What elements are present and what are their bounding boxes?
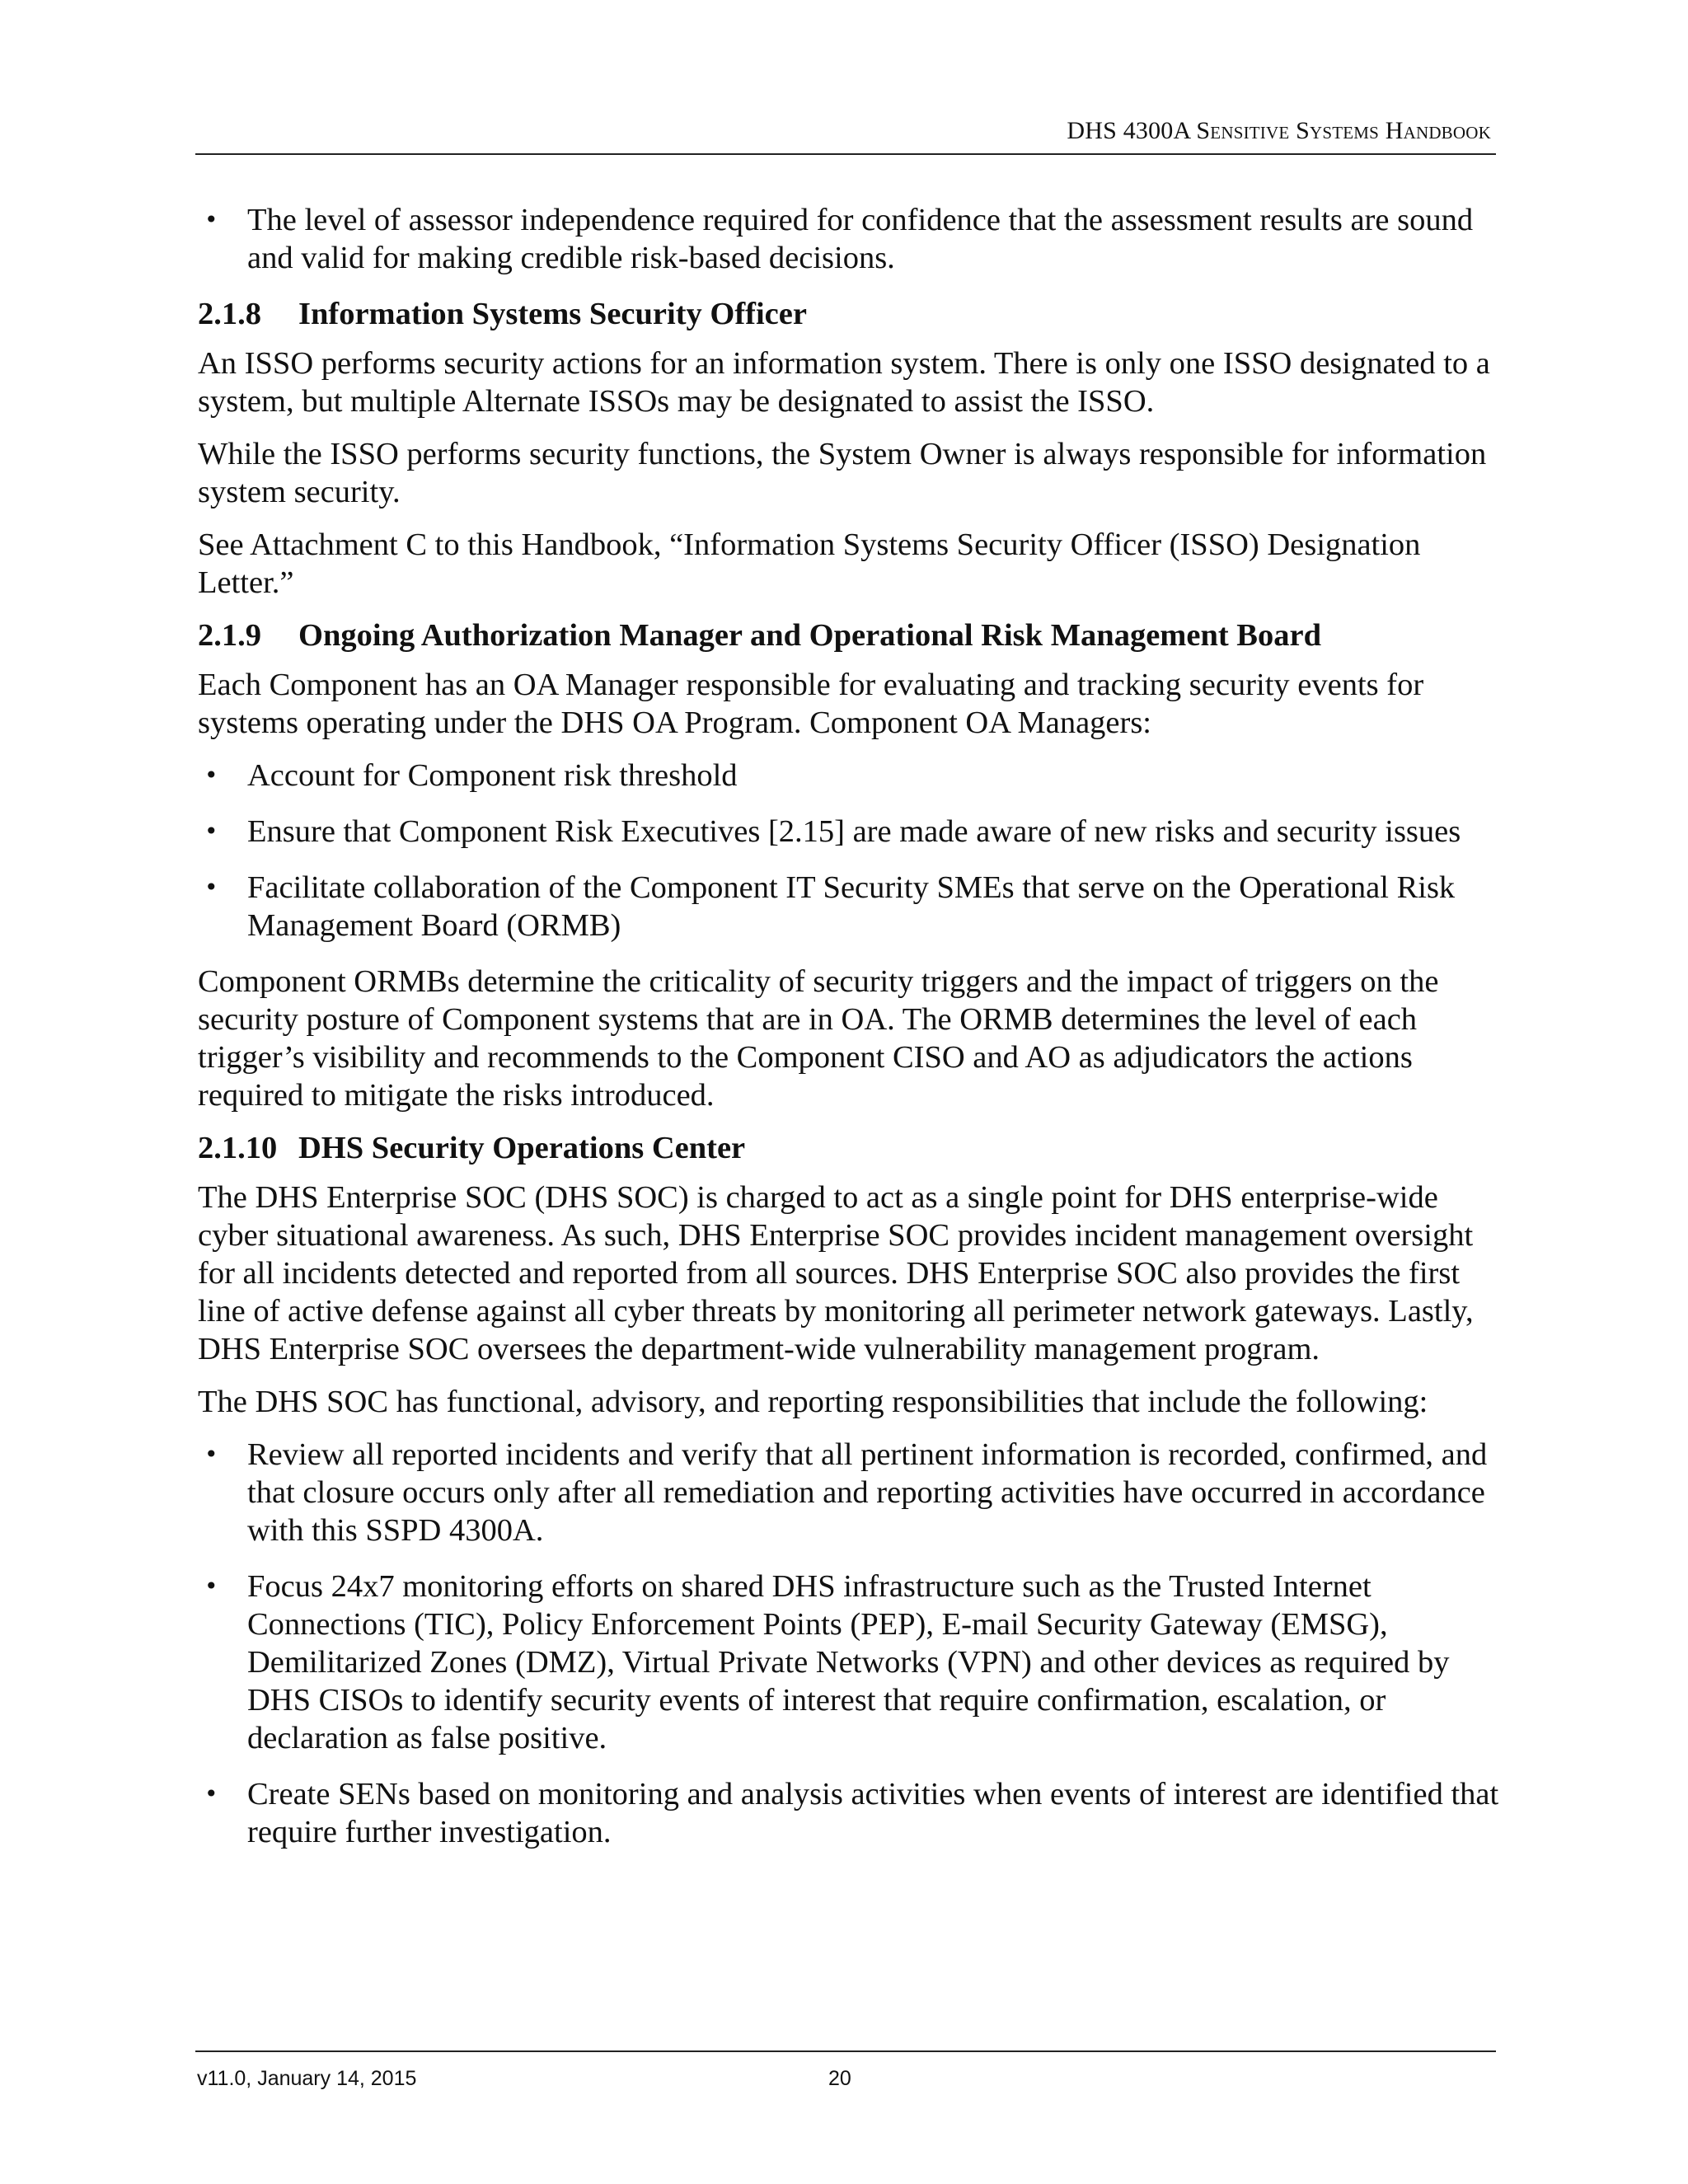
oa-manager-bullet-list bbox=[198, 757, 1500, 944]
section-title: DHS Security Operations Center bbox=[298, 1131, 746, 1165]
footer-version: v11.0, January 14, 2015 bbox=[197, 2067, 417, 2090]
list-item-text: Facilitate collaboration of the Component IT Security SMEs that serve on the Operational Risk Management Board (ORMB) bbox=[247, 870, 1456, 943]
section-heading-2-1-9 bbox=[198, 616, 1500, 654]
list-item bbox=[198, 813, 1500, 851]
page-body bbox=[198, 201, 1500, 1869]
soc-responsibilities-bullet-list bbox=[198, 1436, 1500, 1851]
list-item bbox=[198, 869, 1500, 944]
list-item-text: Account for Component risk threshold bbox=[247, 758, 738, 793]
section-title: Ongoing Authorization Manager and Operational Risk Management Board bbox=[298, 618, 1321, 653]
bullet-icon: • bbox=[204, 874, 218, 901]
paragraph: See Attachment C to this Handbook, “Information Systems Security Officer (ISSO) Designation Letter.” bbox=[198, 527, 1421, 600]
bullet-icon: • bbox=[204, 1441, 218, 1468]
paragraph: While the ISSO performs security functions, the System Owner is always responsible for information system security. bbox=[198, 437, 1487, 509]
paragraph: The DHS Enterprise SOC (DHS SOC) is charged to act as a single point for DHS enterprise-wide cyber situational awareness. As such, DHS Enterprise SOC provides incident management oversight for all incidents detected and reported from all sources. DHS Enterprise SOC also provides the first line of active defense against all cyber threats by monitoring all perimeter network gateways. Lastly, DHS Enterprise SOC oversees the department-wide vulnerability management program. bbox=[198, 1180, 1474, 1366]
section-number: 2.1.8 bbox=[198, 297, 261, 331]
list-item bbox=[198, 757, 1500, 794]
section-number: 2.1.9 bbox=[198, 618, 261, 653]
list-item bbox=[198, 1436, 1500, 1549]
bullet-icon: • bbox=[204, 818, 218, 845]
page-number: 20 bbox=[828, 2067, 851, 2090]
paragraph: Each Component has an OA Manager responsible for evaluating and tracking security events for systems operating under the DHS OA Program. Component OA Managers: bbox=[198, 668, 1424, 740]
intro-bullet-list bbox=[198, 201, 1500, 277]
list-item bbox=[198, 201, 1500, 277]
list-item-text: Ensure that Component Risk Executives [2.15] are made aware of new risks and security issues bbox=[247, 814, 1461, 849]
page-footer bbox=[195, 2050, 1496, 2102]
paragraph: Component ORMBs determine the criticality of security triggers and the impact of triggers on the security posture of Component systems that are in OA. The ORMB determines the level of each trigger’s visibility and recommends to the Component CISO and AO as adjudicators the actions required to mitigate the risks introduced. bbox=[198, 964, 1439, 1113]
paragraph: An ISSO performs security actions for an information system. There is only one ISSO designated to a system, but multiple Alternate ISSOs may be designated to assist the ISSO. bbox=[198, 346, 1490, 419]
list-item-text: The level of assessor independence required for confidence that the assessment results are sound and valid for making credible risk-based decisions. bbox=[247, 203, 1474, 275]
section-number: 2.1.10 bbox=[198, 1131, 278, 1165]
list-item bbox=[198, 1568, 1500, 1757]
bullet-icon: • bbox=[204, 762, 218, 789]
header-title bbox=[1067, 117, 1491, 145]
header-title-prefix: DHS 4300A bbox=[1067, 117, 1197, 144]
section-heading-2-1-10 bbox=[198, 1129, 1500, 1167]
bullet-icon: • bbox=[204, 1572, 218, 1600]
paragraph: The DHS SOC has functional, advisory, and reporting responsibilities that include the following: bbox=[198, 1385, 1428, 1419]
bullet-icon: • bbox=[204, 1780, 218, 1807]
page-header bbox=[195, 114, 1496, 155]
section-title: Information Systems Security Officer bbox=[298, 297, 807, 331]
list-item-text: Focus 24x7 monitoring efforts on shared DHS infrastructure such as the Trusted Internet Connections (TIC), Policy Enforcement Points (PEP), E-mail Security Gateway (EMSG), Demilitarized Zones (DMZ), Virtual Private Networks (VPN) and other devices as required by DHS CISOs to identify security events of interest that require confirmation, escalation, or declaration as false positive. bbox=[247, 1569, 1450, 1755]
list-item-text: Create SENs based on monitoring and analysis activities when events of interest are identified that require further investigation. bbox=[247, 1777, 1499, 1849]
list-item bbox=[198, 1775, 1500, 1851]
header-title-smallcaps: Sensitive Systems Handbook bbox=[1196, 117, 1491, 144]
bullet-icon: • bbox=[204, 206, 218, 233]
section-heading-2-1-8 bbox=[198, 295, 1500, 333]
list-item-text: Review all reported incidents and verify that all pertinent information is recorded, confirmed, and that closure occurs only after all remediation and reporting activities have occurred in accordance with this SSPD 4300A. bbox=[247, 1437, 1488, 1548]
